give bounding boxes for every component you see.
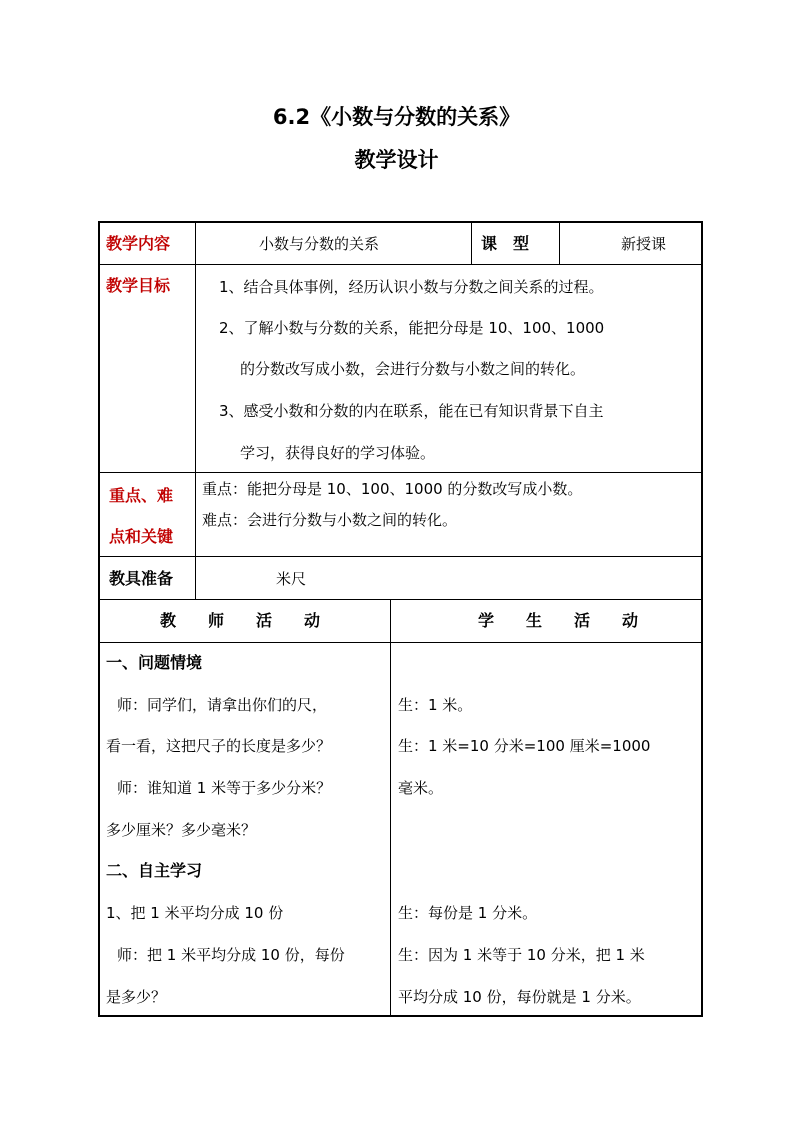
teacher-line: 师：谁知道 1 米等于多少分米？ [117,779,332,797]
table-border-bottom [98,1015,703,1017]
student-line: 毫米。 [398,779,444,797]
row-divider [98,472,703,473]
column-divider [195,221,196,600]
teacher-line: 1、把 1 米平均分成 10 份 [106,904,284,922]
teacher-line: 多少厘米？多少毫米？ [106,821,257,839]
tools-value: 米尺 [276,570,307,588]
row-divider [98,264,703,265]
section-heading: 二、自主学习 [106,861,203,880]
teacher-line: 师：同学们，请拿出你们的尺， [117,696,328,714]
student-line: 生：1 米。 [398,696,473,714]
goal-line: 1、结合具体事例，经历认识小数与分数之间关系的过程。 [219,278,604,296]
table-border-left [98,221,100,1017]
column-divider [390,599,391,1016]
section-heading: 一、问题情境 [106,653,203,672]
goal-line: 学习，获得良好的学习体验。 [240,444,436,462]
goals-label: 教学目标 [106,276,171,295]
student-line: 生：因为 1 米等于 10 分米，把 1 米 [398,946,645,964]
table-border-right [701,221,703,1017]
row-divider [98,642,703,643]
type-value: 新授课 [621,235,667,253]
student-activity-header: 学 生 活 动 [478,611,639,630]
type-label: 课 型 [481,234,530,253]
row-divider [98,556,703,557]
row-divider [98,599,703,600]
document-subtitle: 教学设计 [354,148,439,172]
key-label: 重点、难 [109,486,174,505]
student-line: 生：每份是 1 分米。 [398,904,538,922]
content-label: 教学内容 [106,234,171,253]
table-border-top [98,221,703,223]
difficulty: 难点：会进行分数与小数之间的转化。 [202,511,458,529]
goal-line: 的分数改写成小数，会进行分数与小数之间的转化。 [240,360,586,378]
key-point: 重点：能把分母是 10、100、1000 的分数改写成小数。 [202,480,583,498]
teacher-line: 是多少？ [106,988,167,1006]
document-title: 6.2《小数与分数的关系》 [272,105,521,129]
teacher-line: 看一看，这把尺子的长度是多少？ [106,737,332,755]
teacher-line: 师：把 1 米平均分成 10 份，每份 [117,946,345,964]
student-line: 平均分成 10 份，每份就是 1 分米。 [398,988,641,1006]
goal-line: 3、感受小数和分数的内在联系，能在已有知识背景下自主 [219,402,604,420]
content-value: 小数与分数的关系 [259,235,380,253]
tools-label: 教具准备 [109,569,174,588]
goal-line: 2、了解小数与分数的关系，能把分母是 10、100、1000 [219,319,605,337]
key-label: 点和关键 [109,527,174,546]
column-divider [471,221,472,265]
student-line: 生：1 米=10 分米=100 厘米=1000 [398,737,651,755]
column-divider [559,221,560,265]
teacher-activity-header: 教 师 活 动 [160,611,321,630]
